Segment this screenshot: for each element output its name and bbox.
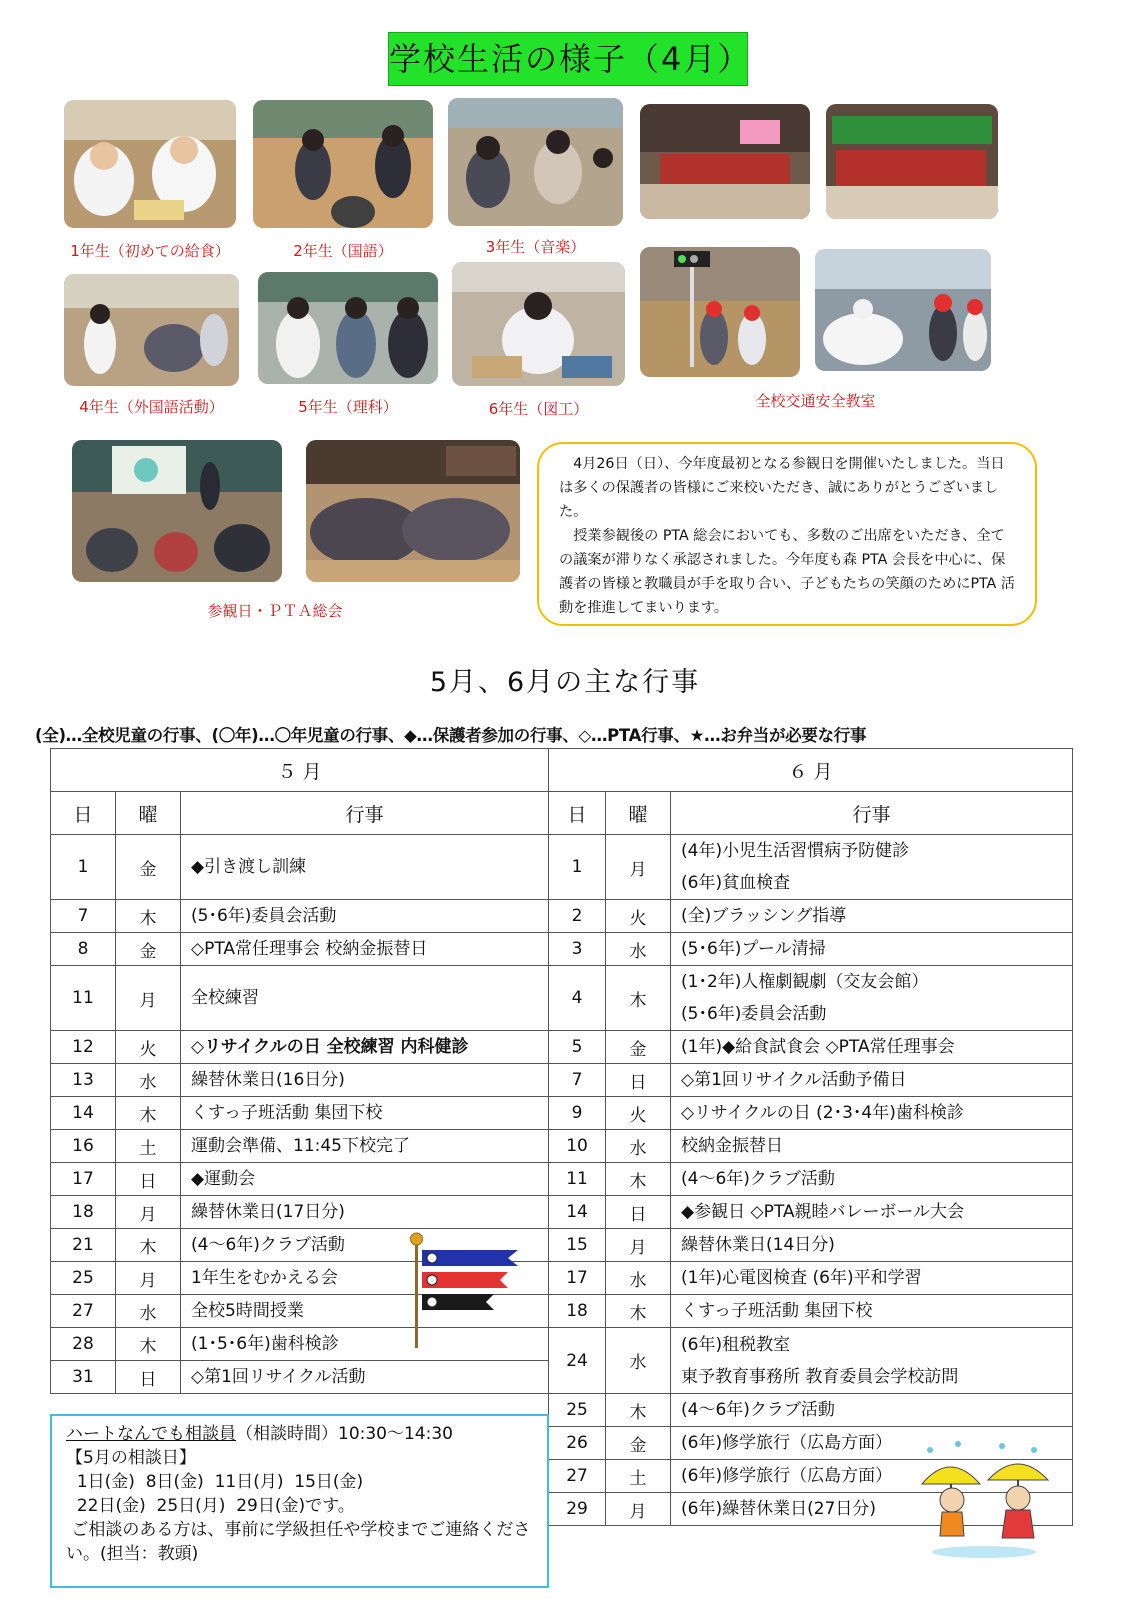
june-event-text: (1年)◆給食試食会 ◇PTA常任理事会 (681, 1037, 955, 1057)
june-col-weekday: 曜 (606, 792, 671, 835)
may-event-text: ◇第1回リサイクル活動 (191, 1367, 366, 1387)
june-event-cell (671, 1130, 1073, 1163)
may-day-cell: 31 (51, 1361, 116, 1394)
caption-grade4: 4年生（外国語活動） (79, 398, 224, 416)
june-day-cell: 15 (549, 1229, 606, 1262)
june-weekday-cell: 水 (606, 1130, 671, 1163)
june-header: ６ 月 (549, 749, 1073, 792)
table-row (51, 1130, 1073, 1163)
may-event-cell (181, 1031, 549, 1064)
notice-paragraph-2: 授業参観後の PTA 総会においても、多数のご出席をいただき、全ての議案が滞りなく承認されました。今年度も森 PTA 会長を中心に、保護者の皆様と教職員が手を取り合い、子どもたちの笑顔のためにPTA 活動を推進してまいります。 (559, 528, 1015, 616)
consult-dates-line2: 22日(金) 25日(月) 29日(金)です。 (76, 1496, 355, 1516)
june-weekday-cell: 水 (606, 1328, 671, 1394)
june-event-text: (6年)修学旅行（広島方面） (681, 1433, 893, 1453)
table-row (51, 1064, 1073, 1097)
may-weekday-cell: 木 (116, 1097, 181, 1130)
may-weekday-cell: 木 (116, 1328, 181, 1361)
table-row (51, 1262, 1073, 1295)
may-day-cell: 17 (51, 1163, 116, 1196)
photo-visit-day-classroom (72, 440, 282, 582)
may-day-cell: 28 (51, 1328, 116, 1361)
table-row (51, 933, 1073, 966)
may-event-cell (181, 1163, 549, 1196)
june-event-cell (671, 1229, 1073, 1262)
may-event-cell (181, 1097, 549, 1130)
june-weekday-cell: 金 (606, 1031, 671, 1064)
photo-grade5-science (258, 272, 438, 384)
june-event-text: (4年)小児生活習慣病予防健診 (681, 841, 910, 861)
photo-traffic-class-1 (640, 247, 800, 377)
events-table (50, 748, 1073, 1526)
may-event-text: ◆運動会 (191, 1169, 256, 1189)
may-event-text: 全校5時間授業 (191, 1301, 304, 1321)
june-event-cell (671, 1064, 1073, 1097)
june-day-cell: 25 (549, 1394, 606, 1427)
caption-grade6: 6年生（図工） (488, 400, 589, 418)
may-day-cell: 25 (51, 1262, 116, 1295)
june-event-text: (4～6年)クラブ活動 (681, 1400, 835, 1420)
june-day-cell: 10 (549, 1130, 606, 1163)
june-day-cell: 7 (549, 1064, 606, 1097)
may-event-cell (181, 1361, 549, 1394)
may-event-text: ◆引き渡し訓練 (191, 857, 307, 877)
may-weekday-cell: 土 (116, 1130, 181, 1163)
may-weekday-cell: 月 (116, 1262, 181, 1295)
photo-traffic-class-2 (815, 249, 991, 371)
may-event-text: ◇PTA常任理事会 校納金振替日 (191, 939, 428, 959)
table-row (51, 900, 1073, 933)
may-event-text: 全校練習 (191, 988, 259, 1008)
june-event-text: (6年)租税教室 (681, 1334, 791, 1355)
may-day-cell: 1 (51, 835, 116, 900)
may-event-cell (181, 1064, 549, 1097)
photo-grade1-lunch (64, 100, 236, 228)
may-weekday-cell: 日 (116, 1361, 181, 1394)
june-weekday-cell: 火 (606, 900, 671, 933)
june-event-text: 東予教育事務所 教育委員会学校訪問 (681, 1366, 959, 1387)
may-event-cell (181, 933, 549, 966)
june-event-text: ◇第1回リサイクル活動予備日 (681, 1070, 907, 1090)
may-event-text: くすっ子班活動 集団下校 (191, 1103, 383, 1123)
june-event-text: (6年)修学旅行（広島方面） (681, 1466, 893, 1486)
table-row (51, 1229, 1073, 1262)
june-weekday-cell: 水 (606, 933, 671, 966)
may-weekday-cell: 木 (116, 900, 181, 933)
june-col-day: 日 (549, 792, 606, 835)
may-event-text: 1年生をむかえる会 (191, 1268, 338, 1288)
june-day-cell: 29 (549, 1493, 606, 1526)
may-day-cell: 14 (51, 1097, 116, 1130)
caption-grade2: 2年生（国語） (293, 242, 393, 260)
may-day-cell: 21 (51, 1229, 116, 1262)
events-section-title: 5月、6月の主な行事 (429, 667, 701, 698)
june-event-cell (671, 1394, 1073, 1427)
table-row (51, 1163, 1073, 1196)
may-col-weekday: 曜 (116, 792, 181, 835)
june-weekday-cell: 木 (606, 1394, 671, 1427)
table-row (51, 1097, 1073, 1130)
notice-paragraph-1: 4月26日（日）、今年度最初となる参観日を開催いたしました。当日は多くの保護者の皆様にご来校いただき、誠にありがとうございました。 (559, 456, 1005, 520)
may-weekday-cell: 水 (116, 1064, 181, 1097)
june-day-cell: 9 (549, 1097, 606, 1130)
june-weekday-cell: 月 (606, 1493, 671, 1526)
may-event-cell (181, 1130, 549, 1163)
may-col-event: 行事 (181, 792, 549, 835)
may-weekday-cell: 木 (116, 1229, 181, 1262)
photo-event-stage (640, 104, 810, 219)
june-event-cell (671, 966, 1073, 1031)
june-event-cell (671, 1295, 1073, 1328)
may-event-text: 繰替休業日(16日分) (191, 1070, 345, 1090)
may-weekday-cell: 日 (116, 1163, 181, 1196)
june-day-cell: 4 (549, 966, 606, 1031)
may-weekday-cell: 火 (116, 1031, 181, 1064)
june-event-text: ◇リサイクルの日 (2･3･4年)歯科検診 (681, 1103, 964, 1123)
photo-pta-meeting (306, 440, 520, 582)
may-day-cell: 7 (51, 900, 116, 933)
may-day-cell: 8 (51, 933, 116, 966)
june-weekday-cell: 月 (606, 835, 671, 900)
june-weekday-cell: 日 (606, 1064, 671, 1097)
consult-note: ご相談のある方は、事前に学級担任や学校までご連絡ください。(担当：教頭) (66, 1520, 531, 1564)
photo-grade6-art (452, 262, 625, 386)
umbrella-children-icon (918, 1440, 1052, 1560)
june-event-cell (671, 1262, 1073, 1295)
may-event-text: ◇リサイクルの日 全校練習 内科健診 (191, 1037, 469, 1057)
june-weekday-cell: 月 (606, 1229, 671, 1262)
june-event-text: (6年)繰替休業日(27日分) (681, 1499, 877, 1519)
june-event-text: (1年)心電図検査 (6年)平和学習 (681, 1268, 922, 1288)
june-event-text: (全)ブラッシング指導 (681, 906, 847, 926)
june-day-cell: 24 (549, 1328, 606, 1394)
photo-grade4-foreign-language (64, 274, 239, 386)
june-weekday-cell: 木 (606, 1163, 671, 1196)
may-weekday-cell: 金 (116, 835, 181, 900)
june-event-text: (5･6年)委員会活動 (681, 1004, 827, 1024)
june-event-text: (1･2年)人権劇観劇（交友会館） (681, 972, 929, 992)
consult-dates-line1: 1日(金) 8日(金) 11日(月) 15日(金) (76, 1472, 364, 1492)
may-header: ５ 月 (51, 749, 549, 792)
counselor-hours: （相談時間）10:30～14:30 (236, 1424, 453, 1444)
june-weekday-cell: 火 (606, 1097, 671, 1130)
june-event-text: 校納金振替日 (681, 1136, 784, 1156)
june-event-cell (671, 1196, 1073, 1229)
caption-visit-day: 参観日・ＰＴＡ総会 (207, 602, 343, 620)
june-day-cell: 11 (549, 1163, 606, 1196)
june-day-cell: 26 (549, 1427, 606, 1460)
may-weekday-cell: 月 (116, 1196, 181, 1229)
caption-traffic-safety: 全校交通安全教室 (755, 392, 876, 410)
may-event-cell (181, 1196, 549, 1229)
june-event-text: (5･6年)プール清掃 (681, 939, 826, 959)
may-col-day: 日 (51, 792, 116, 835)
may-event-text: (5･6年)委員会活動 (191, 906, 337, 926)
june-event-text: (4～6年)クラブ活動 (681, 1169, 835, 1189)
may-day-cell: 18 (51, 1196, 116, 1229)
june-day-cell: 1 (549, 835, 606, 900)
events-legend: (全)…全校児童の行事、(〇年)…〇年児童の行事、◆…保護者参加の行事、◇…PTA行事、★…お弁当が必要な行事 (35, 726, 867, 745)
page-title: 学校生活の様子（4月） (388, 32, 748, 86)
caption-grade1: 1年生（初めての給食） (70, 242, 230, 260)
may-event-cell (181, 835, 549, 900)
consult-month-heading: 【5月の相談日】 (66, 1448, 196, 1468)
june-weekday-cell: 金 (606, 1427, 671, 1460)
june-event-text: 繰替休業日(14日分) (681, 1235, 835, 1255)
june-event-text: くすっ子班活動 集団下校 (681, 1301, 873, 1321)
june-event-cell (671, 900, 1073, 933)
june-weekday-cell: 木 (606, 1295, 671, 1328)
june-event-cell (671, 933, 1073, 966)
may-event-text: 繰替休業日(17日分) (191, 1202, 345, 1222)
june-col-event: 行事 (671, 792, 1073, 835)
june-day-cell: 17 (549, 1262, 606, 1295)
may-weekday-cell: 水 (116, 1295, 181, 1328)
counselor-info-box (50, 1414, 549, 1588)
may-weekday-cell: 金 (116, 933, 181, 966)
june-event-text: (6年)貧血検査 (681, 873, 791, 893)
counselor-heading: ハートなんでも相談員 (66, 1424, 236, 1444)
caption-grade3: 3年生（音楽） (485, 238, 586, 256)
may-event-text: 運動会準備、11:45下校完了 (191, 1136, 410, 1156)
table-row (51, 1328, 1073, 1361)
june-weekday-cell: 水 (606, 1262, 671, 1295)
table-row (51, 1196, 1073, 1229)
june-event-text: ◆参観日 ◇PTA親睦バレーボール大会 (681, 1202, 965, 1222)
june-day-cell: 27 (549, 1460, 606, 1493)
photo-event-banner (826, 104, 998, 219)
may-day-cell: 13 (51, 1064, 116, 1097)
photo-grade3-music (448, 98, 623, 226)
june-event-cell (671, 1097, 1073, 1130)
june-weekday-cell: 日 (606, 1196, 671, 1229)
photo-grade2-japanese (253, 100, 433, 228)
june-event-cell (671, 1328, 1073, 1394)
may-weekday-cell: 月 (116, 966, 181, 1031)
june-day-cell: 14 (549, 1196, 606, 1229)
carp-streamer-icon (408, 1232, 526, 1350)
may-day-cell: 16 (51, 1130, 116, 1163)
june-weekday-cell: 木 (606, 966, 671, 1031)
may-day-cell: 12 (51, 1031, 116, 1064)
june-day-cell: 2 (549, 900, 606, 933)
june-event-cell (671, 835, 1073, 900)
june-event-cell (671, 1163, 1073, 1196)
caption-grade5: 5年生（理科） (298, 398, 398, 416)
june-weekday-cell: 土 (606, 1460, 671, 1493)
table-row (51, 1295, 1073, 1328)
june-event-cell (671, 1031, 1073, 1064)
may-event-text: (4～6年)クラブ活動 (191, 1235, 345, 1255)
june-day-cell: 3 (549, 933, 606, 966)
may-event-text: (1･5･6年)歯科検診 (191, 1334, 339, 1354)
may-event-cell (181, 900, 549, 933)
may-day-cell: 27 (51, 1295, 116, 1328)
pta-notice-box (537, 442, 1037, 626)
may-day-cell: 11 (51, 966, 116, 1031)
may-event-cell (181, 966, 549, 1031)
june-day-cell: 5 (549, 1031, 606, 1064)
june-day-cell: 18 (549, 1295, 606, 1328)
table-row (51, 1031, 1073, 1064)
